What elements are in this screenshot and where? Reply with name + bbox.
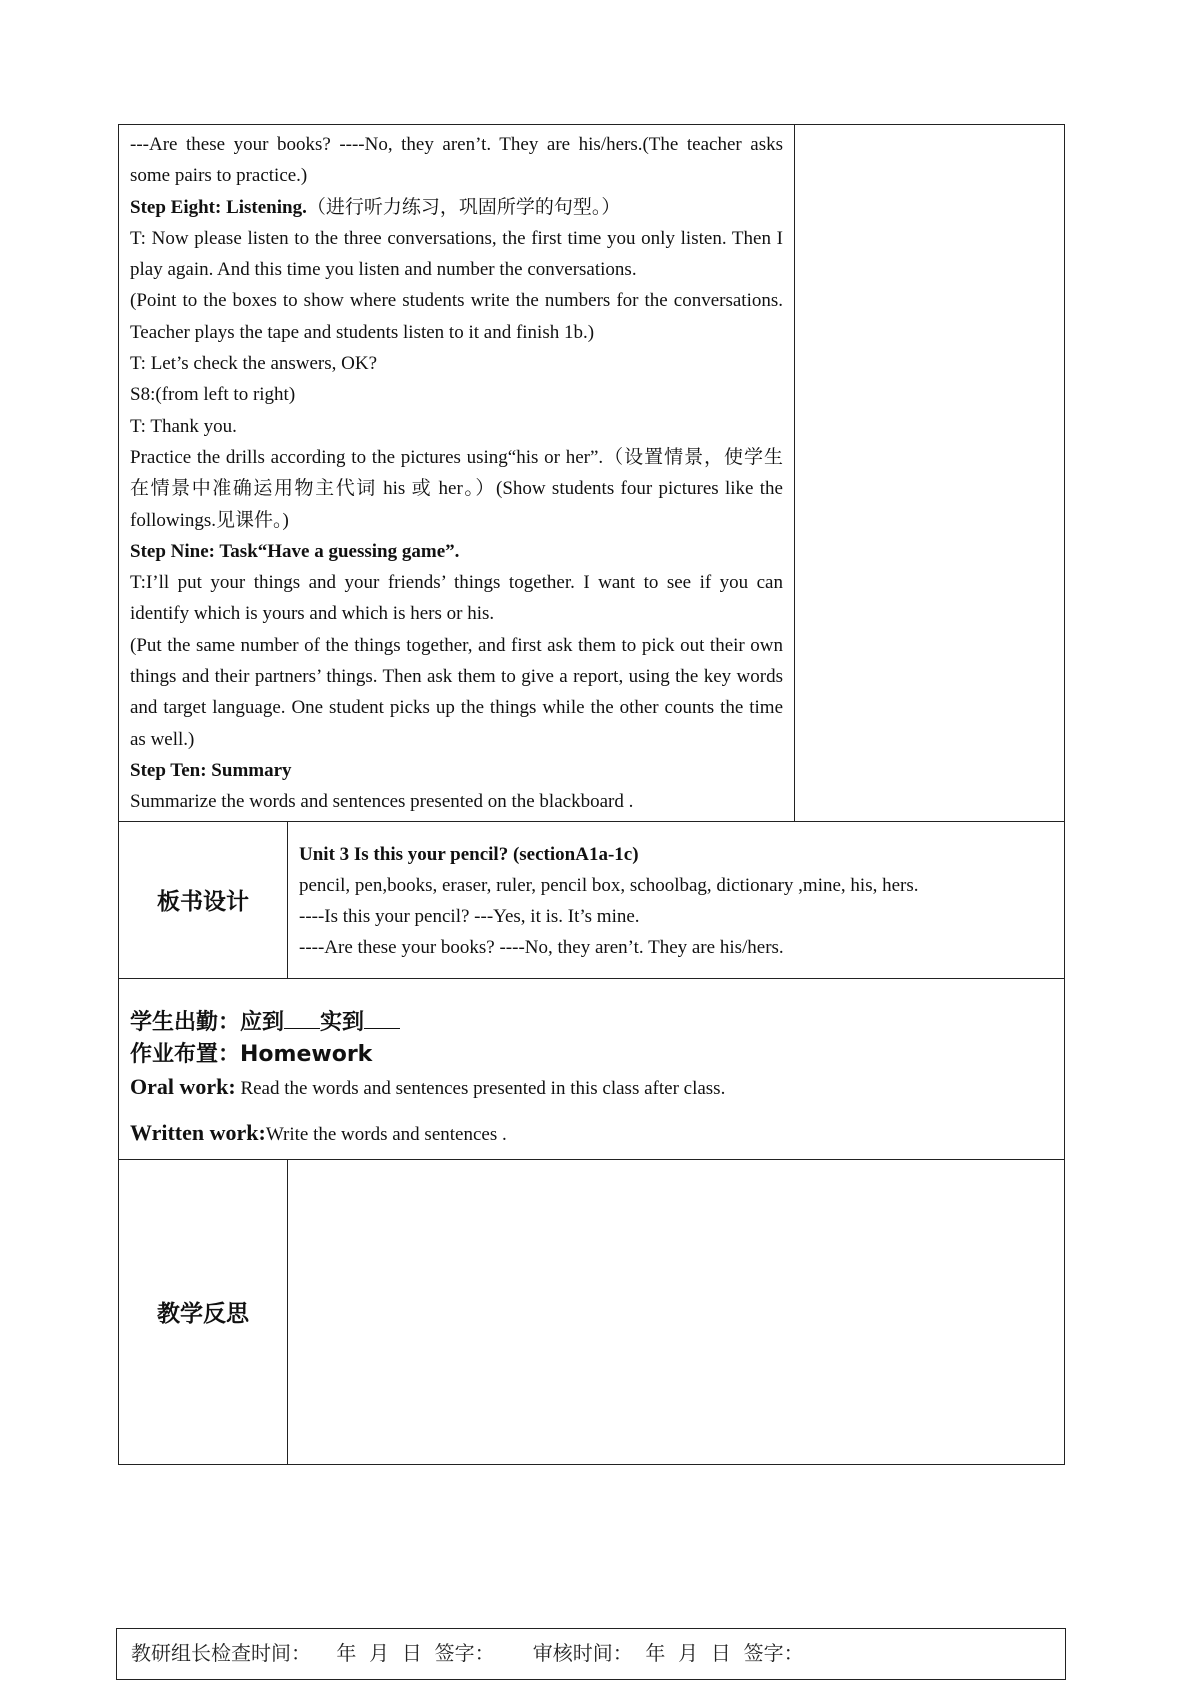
step-eight-text: T: Let’s check the answers, OK? (130, 353, 378, 375)
board-line: ----Is this your pencil? ---Yes, it is. It’s mine. (299, 906, 640, 928)
board-design-content (288, 821, 1065, 978)
reflection-label: 教学反思 (119, 1159, 288, 1464)
homework-label: 作业布置： (130, 1041, 241, 1067)
homework-cell (119, 978, 1065, 1159)
step-ten-text: Summarize the words and sentences presented on the blackboard . (130, 791, 634, 813)
step-nine-text: (Put the same number of the things together, and first ask them to pick out their own things and their partners’ things. Then ask them to give a report, using the key words and target language. One student picks up the things while the other counts the time as well.) (130, 634, 783, 750)
lesson-plan-table (118, 124, 1065, 1465)
homework-title: Homework (240, 1041, 373, 1067)
step-ten-title: Step Ten: Summary (130, 759, 292, 781)
step-eight-note: （进行听力练习，巩固所学的句型。） (306, 196, 621, 218)
board-design-label: 板书设计 (119, 821, 288, 978)
board-line: ----Are these your books? ----No, they aren’t. They are his/hers. (299, 937, 784, 959)
step-nine-text: T:I’ll put your things and your friends’ things together. I want to see if you can identify which is yours and which is hers or his. (130, 572, 783, 625)
step-eight-text: Practice the drills according to the pictures using“his or her”.（设置情景，使学生在情景中准确运用物主代词 his 或 her。）(Show students four pictures like the followings.见课件。) (130, 446, 783, 531)
reflection-content (288, 1159, 1065, 1464)
homework-row (119, 978, 1065, 1159)
step-eight-text: (Point to the boxes to show where students write the numbers for the conversations. Teacher plays the tape and students listen to it and finish 1b.) (130, 290, 783, 343)
step-eight-title: Step Eight: Listening. (130, 196, 307, 218)
step-eight-text: T: Thank you. (130, 415, 237, 437)
step-eight-text: S8:(from left to right) (130, 384, 296, 406)
review-footer: 教研组长检查时间： 年 月 日 签字： 审核时间： 年 月 日 签字： (116, 1628, 1066, 1680)
board-title: Unit 3 Is this your pencil? (sectionA1a-1c) (299, 843, 639, 865)
procedure-cell (119, 125, 795, 822)
board-design-row (119, 821, 1065, 978)
attendance-actual-blank (364, 1008, 400, 1029)
procedure-notes-cell (795, 125, 1065, 822)
oral-work-text: Read the words and sentences presented in this class after class. (235, 1077, 726, 1099)
oral-work-label: Oral work: (130, 1073, 236, 1099)
step-eight-text: T: Now please listen to the three conversations, the first time you only listen. Then I play again. And this time you listen and number the conversations. (130, 227, 783, 281)
step-nine-title: Step Nine: Task“Have a guessing game”. (130, 540, 460, 562)
written-work-text: Write the words and sentences . (265, 1123, 507, 1145)
procedure-row (119, 125, 1065, 822)
attendance-expected: 学生出勤：应到 (130, 1009, 285, 1035)
attendance-actual: 实到 (320, 1009, 365, 1035)
written-work-label: Written work: (130, 1119, 266, 1145)
board-line: pencil, pen,books, eraser, ruler, pencil box, schoolbag, dictionary ,mine, his, hers. (299, 874, 919, 896)
attendance-expected-blank (284, 1008, 320, 1029)
procedure-line: ---Are these your books? ----No, they aren’t. They are his/hers.(The teacher asks some pairs to practice.) (130, 134, 783, 187)
lesson-plan-sheet (118, 124, 1064, 1465)
reflection-row (119, 1159, 1065, 1464)
